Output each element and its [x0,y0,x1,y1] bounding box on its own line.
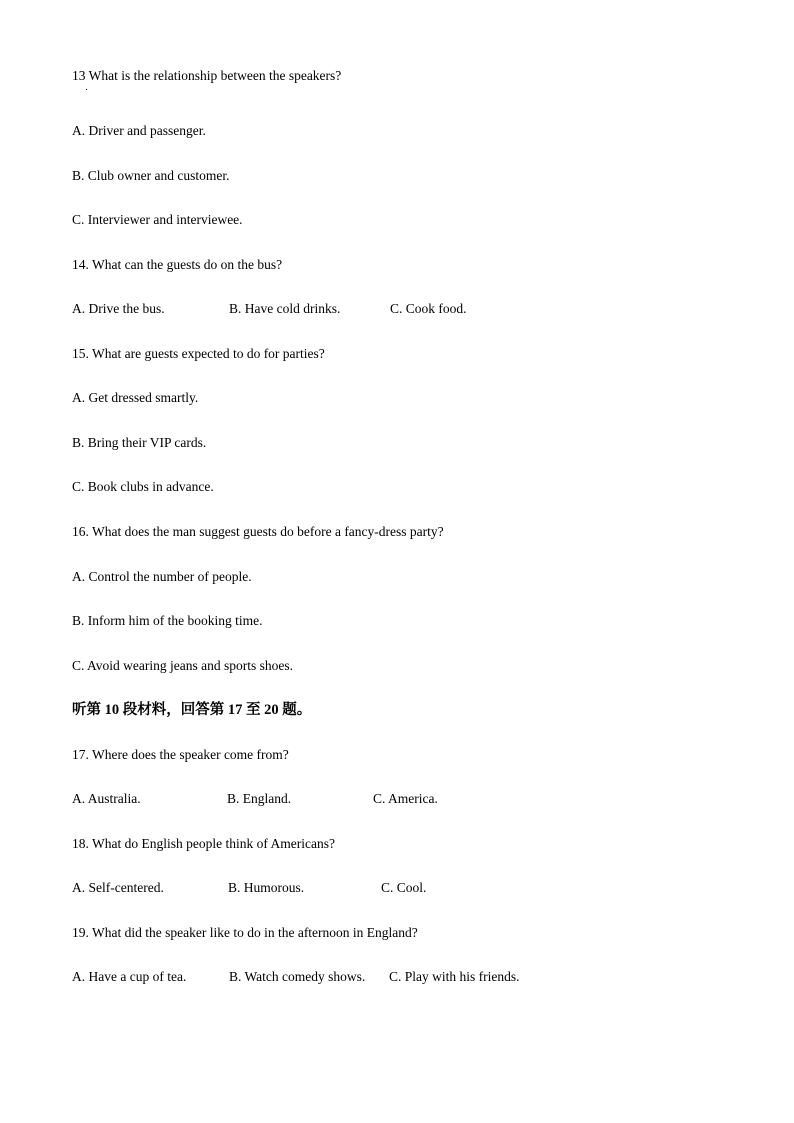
q15-option-a: A. Get dressed smartly. [72,390,199,405]
q17-option-c: C. America. [373,791,438,806]
section-heading: 听第 10 段材料，回答第 17 至 20 题。 [72,702,312,718]
question-16: 16. What does the man suggest guests do before a fancy-dress party? [72,524,444,539]
q19-option-c: C. Play with his friends. [389,969,520,984]
q13-option-b: B. Club owner and customer. [72,168,230,183]
question-13: 13 What is the relationship between the speakers? [72,68,342,83]
stray-dot [86,89,87,90]
q14-options [72,301,532,317]
q19-option-b: B. Watch comedy shows. [229,969,366,984]
q17-option-b: B. England. [227,791,292,806]
q13-option-c: C. Interviewer and interviewee. [72,212,243,227]
q17-options [72,791,532,807]
q15-option-c: C. Book clubs in advance. [72,479,214,494]
q15-option-b: B. Bring their VIP cards. [72,435,207,450]
question-18: 18. What do English people think of Americans? [72,836,335,851]
q16-option-b: B. Inform him of the booking time. [72,613,263,628]
question-15: 15. What are guests expected to do for parties? [72,346,325,361]
q16-option-c: C. Avoid wearing jeans and sports shoes. [72,658,293,673]
q17-option-a: A. Australia. [72,791,141,806]
q13-option-a: A. Driver and passenger. [72,123,206,138]
q14-option-a: A. Drive the bus. [72,301,165,316]
q18-option-a: A. Self-centered. [72,880,164,895]
q16-option-a: A. Control the number of people. [72,569,252,584]
q19-options [72,969,542,985]
q14-option-c: C. Cook food. [390,301,467,316]
question-17: 17. Where does the speaker come from? [72,747,289,762]
q18-options [72,880,532,896]
question-14: 14. What can the guests do on the bus? [72,257,283,272]
question-19: 19. What did the speaker like to do in the afternoon in England? [72,925,418,940]
q18-option-c: C. Cool. [381,880,427,895]
q19-option-a: A. Have a cup of tea. [72,969,187,984]
q14-option-b: B. Have cold drinks. [229,301,341,316]
q18-option-b: B. Humorous. [228,880,305,895]
